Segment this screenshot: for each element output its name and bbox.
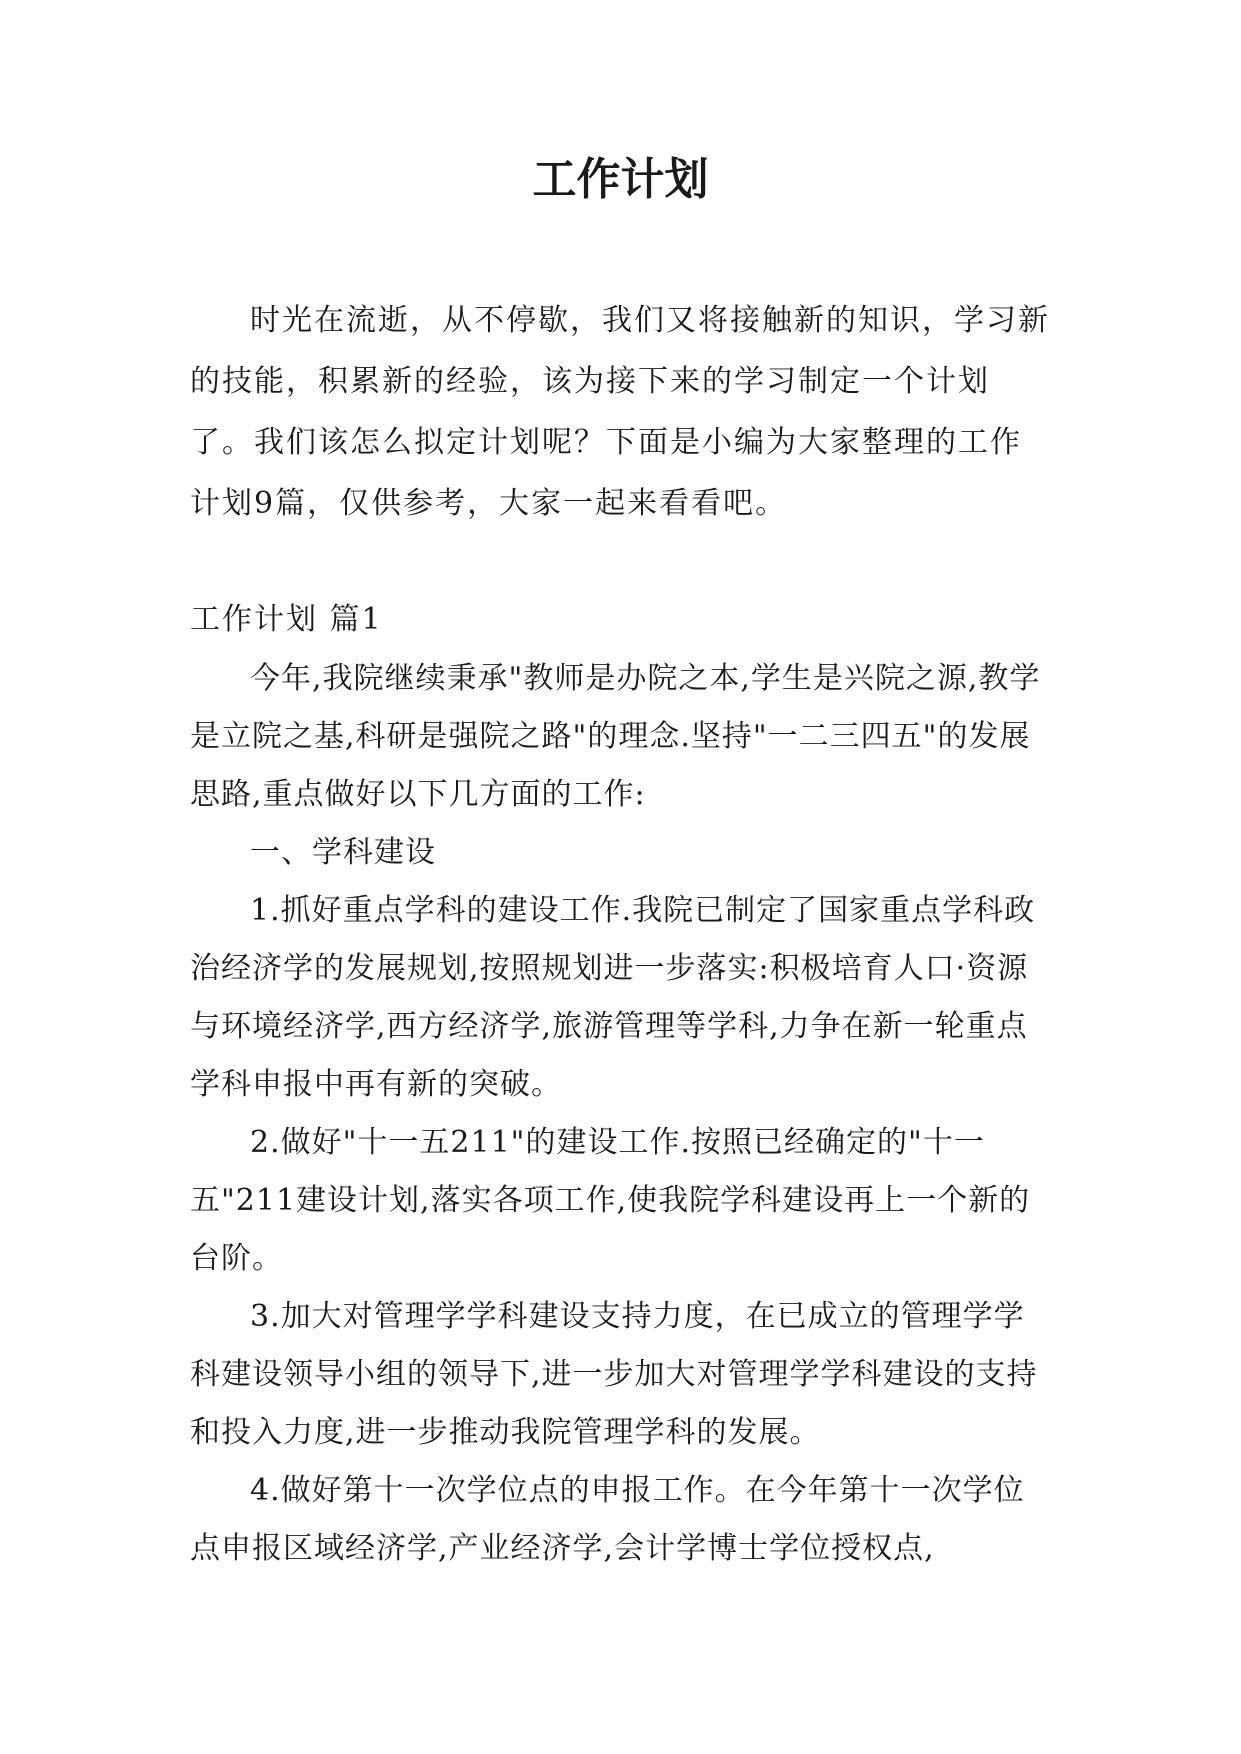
- body-paragraph: 2.做好"十一五211"的建设工作.按照已经确定的"十一五"211建设计划,落实各项工作,使我院学科建设再上一个新的台阶。: [190, 1125, 1031, 1276]
- body-paragraph: 1.抓好重点学科的建设工作.我院已制定了国家重点学科政治经济学的发展规划,按照规划进一步落实:积极培育人口·资源与环境经济学,西方经济学,旅游管理等学科,力争在新一轮重点学科申报中再有新的突破。: [190, 893, 1036, 1102]
- section-heading: 工作计划 篇1: [190, 602, 383, 637]
- document-title: 工作计划: [532, 154, 709, 205]
- body-paragraph: 4.做好第十一次学位点的申报工作。在今年第十一次学位点申报区域经济学,产业经济学,会计学博士学位授权点,: [190, 1473, 1025, 1566]
- subsection-heading: 一、学科建设: [250, 835, 436, 870]
- body-paragraph: 今年,我院继续秉承"教师是办院之本,学生是兴院之源,教学是立院之基,科研是强院之路"的理念.坚持"一二三四五"的发展思路,重点做好以下几方面的工作:: [190, 661, 1041, 812]
- intro-paragraph: 时光在流逝，从不停歇，我们又将接触新的知识，学习新的技能，积累新的经验，该为接下来的学习制定一个计划了。我们该怎么拟定计划呢？下面是小编为大家整理的工作计划9篇，仅供参考，大家一起来看看吧。: [190, 303, 1050, 521]
- document-body: [190, 290, 1052, 1578]
- body-paragraph: 3.加大对管理学学科建设支持力度，在已成立的管理学学科建设领导小组的领导下,进一步加大对管理学学科建设的支持和投入力度,进一步推动我院管理学科的发展。: [190, 1299, 1038, 1450]
